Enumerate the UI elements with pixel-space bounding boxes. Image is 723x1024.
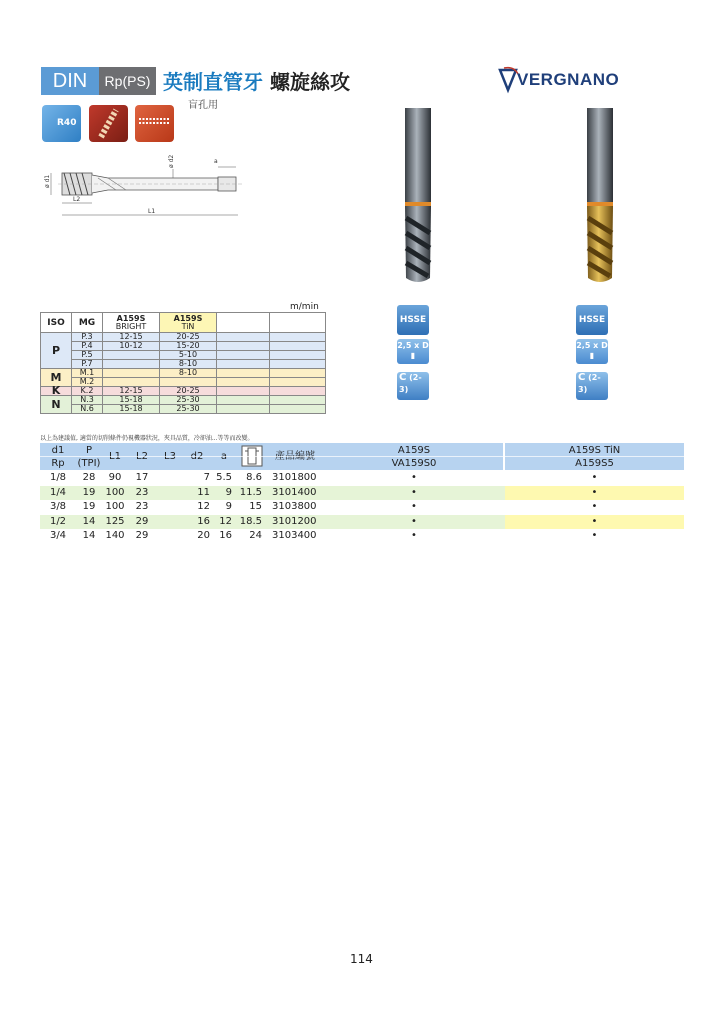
l1-cell: 90: [108, 472, 122, 483]
a-cell: 9: [225, 486, 232, 498]
speed-unit: m/min: [290, 302, 319, 312]
tin-cell: 25-30: [160, 396, 217, 405]
l1-cell: 125: [105, 515, 125, 527]
hsse-badge: HSSE: [397, 305, 429, 335]
sq-cell: 15: [249, 501, 262, 512]
tin-cell: 8-10: [160, 369, 217, 378]
din-label: DIN: [41, 67, 99, 95]
chamfer-badge: [397, 372, 429, 400]
c2-cell: •: [591, 486, 598, 498]
header-divider: [40, 456, 684, 457]
page-subtitle: 盲孔用: [188, 100, 218, 111]
d1-cell: 3/4: [49, 530, 67, 541]
d2-cell: 11: [197, 486, 210, 498]
hsse-badge: HSSE: [576, 305, 608, 335]
tin-cell: 5-10: [160, 351, 217, 360]
table-row: [40, 529, 684, 543]
d1-cell: 1/2: [49, 515, 67, 527]
rp-title: Rp: [51, 458, 65, 469]
iso-n: N: [41, 396, 72, 414]
table-row: [40, 471, 684, 485]
col2-subtitle: A159S5: [575, 458, 614, 469]
mg-cell: P.7: [72, 360, 103, 369]
bright-cell: 10-12: [103, 342, 160, 351]
c2-cell: •: [591, 472, 598, 483]
rp-label: Rp(PS): [99, 67, 156, 95]
chip-helix-icon: [89, 105, 128, 142]
product-table-header: [40, 443, 684, 470]
header-divider: [503, 443, 505, 470]
mg-cell: N.6: [72, 405, 103, 414]
sq-cell: 11.5: [239, 486, 262, 498]
code-cell: 3101200: [272, 515, 317, 527]
d1-label: ø d1: [44, 174, 51, 188]
d2-cell: 20: [197, 530, 210, 541]
title-dark: 螺旋絲攻: [263, 70, 350, 94]
tin-cell: 8-10: [160, 360, 217, 369]
mg-header: MG: [72, 313, 103, 333]
col2-title: A159S TiN: [568, 445, 621, 456]
table-row: [41, 405, 326, 414]
iso-p: P: [41, 333, 72, 369]
l2-cell: 29: [135, 530, 149, 541]
c1-cell: •: [411, 515, 417, 527]
mg-cell: P.3: [72, 333, 103, 342]
code-cell: 3101400: [272, 486, 317, 498]
a-cell: 12: [219, 515, 232, 527]
mg-cell: P.4: [72, 342, 103, 351]
table-row: [40, 515, 684, 529]
speed-note: 以上為建議值, 適當的切削條件仍視機器狀況，夾具品質，冷卻油...等等而改變。: [40, 435, 254, 442]
tap-image-bright: [396, 108, 446, 288]
empty-col: [217, 313, 270, 333]
col1-subtitle: VA159S0: [391, 458, 437, 469]
c1-cell: •: [411, 472, 417, 483]
mg-cell: N.3: [72, 396, 103, 405]
mg-cell: M.1: [72, 369, 103, 378]
empty-col: [270, 313, 326, 333]
bright-cell: 15-18: [103, 405, 160, 414]
c1-cell: •: [411, 530, 417, 541]
l2-cell: 29: [135, 515, 149, 527]
code-cell: 3103400: [272, 530, 317, 541]
chamfer-range: (2-3): [399, 373, 422, 394]
hole-icon: ▮: [410, 351, 416, 360]
p-cell: 28: [82, 472, 96, 483]
tap-image-tin: [578, 108, 628, 288]
d2-label: ø d2: [168, 155, 175, 168]
iso-m: M: [41, 369, 72, 387]
bright-cell: 12-15: [103, 333, 160, 342]
p-title: P: [85, 445, 93, 456]
a-label: a: [214, 158, 218, 165]
tin-cell: 15-20: [160, 342, 217, 351]
c2-cell: •: [591, 530, 598, 541]
mg-cell: M.2: [72, 378, 103, 387]
c2-cell: •: [591, 501, 598, 512]
p-cell: 14: [82, 515, 96, 527]
tap-drawing: [38, 155, 268, 225]
table-row: [40, 500, 684, 514]
tin-cell: 25-30: [160, 405, 217, 414]
bright-label: BRIGHT: [115, 321, 147, 331]
d2-cell: 12: [197, 501, 210, 512]
hole-icon: ▮: [589, 351, 595, 360]
p-cell: 19: [82, 486, 96, 498]
a-cell: 9: [225, 501, 232, 512]
d2-cell: 7: [203, 472, 210, 483]
p-cell: 14: [82, 530, 96, 541]
table-row: [40, 486, 684, 500]
cutting-speed-table: [40, 312, 326, 414]
tin-label: TiN: [181, 321, 195, 331]
d2-cell: 16: [197, 515, 210, 527]
page-number: 114: [350, 952, 373, 966]
diameter-badge: [576, 339, 608, 364]
diameter-label: 2,5 x D: [397, 341, 429, 350]
chamfer-badge: [576, 372, 608, 400]
l2-cell: 17: [135, 472, 149, 483]
bright-cell: 15-18: [103, 396, 160, 405]
l2-cell: 23: [135, 501, 149, 512]
c1-cell: •: [411, 501, 417, 512]
d1-header: [44, 444, 72, 470]
page-title: [163, 66, 350, 95]
iso-header: ISO: [41, 313, 72, 333]
c2-cell: •: [591, 515, 598, 527]
bright-code: A159S: [116, 313, 146, 323]
l1-cell: 100: [105, 486, 125, 498]
title-blue: 英制直管牙: [163, 70, 263, 94]
sq-cell: 24: [249, 530, 262, 541]
tin-cell: 20-25: [160, 333, 217, 342]
thread-icon: [135, 105, 174, 142]
l1-label: L1: [148, 208, 156, 215]
chamfer-range: (2-3): [578, 373, 601, 394]
iso-k: K: [41, 387, 72, 396]
l2-label: L2: [73, 196, 81, 203]
l1-cell: 100: [105, 501, 125, 512]
c1-cell: •: [411, 486, 417, 498]
d1-cell: 1/4: [49, 486, 67, 498]
code-cell: 3101800: [272, 472, 317, 483]
bright-cell: 12-15: [103, 387, 160, 396]
bright-cell: [103, 369, 160, 378]
sq-cell: 8.6: [246, 472, 262, 483]
d1-cell: 3/8: [49, 501, 67, 512]
diameter-badge: [397, 339, 429, 364]
bright-cell: [103, 360, 160, 369]
tin-code: A159S: [173, 313, 203, 323]
diameter-label: 2,5 x D: [576, 341, 608, 350]
chamfer-c: C: [578, 372, 586, 383]
a-cell: 16: [219, 530, 232, 541]
bright-header: [103, 313, 160, 333]
d1-cell: 1/8: [49, 472, 67, 483]
r40-label: R40: [57, 118, 77, 128]
sq-cell: 18.5: [239, 515, 262, 527]
mg-cell: P.5: [72, 351, 103, 360]
tin-cell: 20-25: [160, 387, 217, 396]
tpi-title: (TPI): [77, 458, 101, 469]
bright-cell: [103, 351, 160, 360]
code-cell: 3103800: [272, 501, 317, 512]
mg-cell: K.2: [72, 387, 103, 396]
p-cell: 19: [82, 501, 96, 512]
l1-cell: 140: [105, 530, 125, 541]
col1-title: A159S: [397, 445, 431, 456]
l2-cell: 23: [135, 486, 149, 498]
a-cell: 5.5: [216, 472, 232, 483]
col1-header: [325, 444, 503, 470]
chamfer-c: C: [399, 372, 407, 383]
d1-title: d1: [51, 445, 65, 456]
tin-header: [160, 313, 217, 333]
col2-header: [505, 444, 684, 470]
brand-name: VERGNANO: [517, 70, 620, 89]
